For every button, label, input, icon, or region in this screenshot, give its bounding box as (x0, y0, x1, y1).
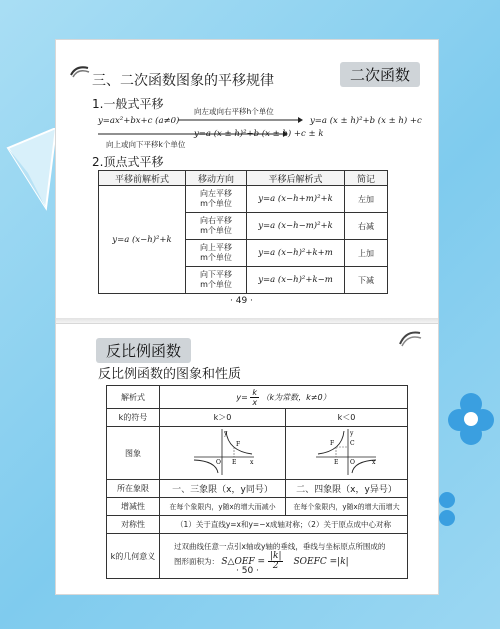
row-label: 图象 (107, 427, 160, 480)
section-title: 三、二次函数图象的平移规律 (92, 73, 274, 89)
area-rectangle: SOEFC =|k| (293, 557, 349, 567)
after-expression: y=a (x−h)²+k+m (247, 240, 345, 267)
page-number: · 49 · (230, 296, 253, 306)
after-expression: y=a (x−h+m)²+k (247, 186, 345, 213)
geometry-text: 过双曲线任意一点引x轴或y轴的垂线，垂线与坐标原点所围成的 (174, 542, 386, 551)
shifted-expression: y=a (x ± h)²+b (x ± h) +c (310, 116, 422, 126)
point-e-label: E (231, 459, 236, 466)
fraction-numerator: k (252, 387, 257, 397)
direction-cell (186, 213, 247, 240)
row-label: 解析式 (107, 386, 160, 409)
chapter-tag: 反比例函数 (96, 338, 191, 363)
header-before: 平移前解析式 (99, 171, 186, 186)
direction-line1: 向上平移 (200, 243, 232, 252)
header-after: 平移后解析式 (247, 171, 345, 186)
area-denominator: 2 (272, 561, 279, 571)
direction-line1: 向左平移 (200, 189, 232, 198)
flower-icon (446, 390, 496, 450)
vertex-shift-table (98, 170, 388, 294)
quadrant-negative: 二、四象限（x，y异号） (286, 480, 408, 498)
page-number: · 50 · (236, 566, 259, 576)
note-cell: 右减 (345, 213, 388, 240)
quadrant-positive: 一、三象限（x，y同号） (160, 480, 286, 498)
direction-line1: 向下平移 (200, 270, 232, 279)
formula-cell (160, 386, 408, 409)
row-label: 所在象限 (107, 480, 160, 498)
axis-x-label: x (249, 459, 253, 466)
area-triangle-prefix: S△OEF = (221, 557, 266, 567)
page-heading: 反比例函数的图象和性质 (98, 367, 242, 382)
subheading-general: 1.一般式平移 (92, 97, 164, 111)
k-positive: k＞0 (160, 409, 286, 427)
hyperbola-negative-graph (312, 427, 382, 477)
subheading-vertex: 2.顶点式平移 (92, 155, 164, 169)
monotonicity-negative: 在每个象限内，y随x的增大而增大 (286, 498, 408, 516)
pen-icon (70, 64, 90, 78)
area-fraction (268, 552, 284, 571)
general-expression: y=ax²+bx+c (a≠0) (98, 116, 180, 126)
symmetry-text: （1）关于直线y=x和y=−x成轴对称；（2）关于原点成中心对称 (160, 516, 408, 534)
axis-x-label: x (371, 459, 375, 466)
direction-cell (186, 240, 247, 267)
shifted-expression-final: y=a (x ± h)²+b (x ± h) +c ± k (194, 129, 324, 139)
row-label: 增减性 (107, 498, 160, 516)
point-f-label: F (329, 440, 334, 447)
point-e-label: E (333, 459, 338, 466)
header-note: 简记 (345, 171, 388, 186)
formula-fraction (250, 388, 259, 407)
origin-label: O (215, 459, 221, 466)
direction-line2: m个单位 (200, 280, 232, 289)
point-f-label: F (235, 441, 240, 448)
formula-suffix: （k为常数，k≠0） (261, 392, 331, 402)
shift-horizontal-label: 向左或向右平移h个单位 (194, 107, 274, 116)
direction-line1: 向右平移 (200, 216, 232, 225)
note-cell: 下减 (345, 267, 388, 294)
row-label: k的几何意义 (107, 534, 160, 579)
after-expression: y=a (x−h)²+k−m (247, 267, 345, 294)
graph-positive-cell (160, 427, 286, 480)
original-expression: y=a (x−h)²+k (99, 186, 186, 294)
hyperbola-positive-graph (188, 427, 258, 477)
graph-negative-cell (286, 427, 408, 480)
geometry-cell (160, 534, 408, 579)
axis-y-label: y (349, 430, 353, 437)
direction-cell (186, 267, 247, 294)
fraction-denominator: x (252, 397, 258, 407)
area-numerator: |k| (269, 551, 282, 561)
shift-vertical-label: 向上或向下平移k个单位 (106, 140, 186, 149)
direction-cell (186, 186, 247, 213)
geometry-text-2: 图形面积为： (174, 557, 219, 566)
pen-icon (398, 328, 422, 348)
chapter-tag: 二次函数 (340, 62, 420, 87)
note-cell: 上加 (345, 240, 388, 267)
point-c-label: C (349, 440, 355, 447)
monotonicity-positive: 在每个象限内，y随x的增大而减小 (160, 498, 286, 516)
after-expression: y=a (x−h−m)²+k (247, 213, 345, 240)
origin-label: O (349, 459, 355, 466)
note-cell: 左加 (345, 186, 388, 213)
row-label: k的符号 (107, 409, 160, 427)
direction-line2: m个单位 (200, 253, 232, 262)
formula-prefix: y= (236, 392, 248, 402)
k-negative: k＜0 (286, 409, 408, 427)
direction-line2: m个单位 (200, 226, 232, 235)
inverse-function-table (106, 385, 408, 579)
direction-line2: m个单位 (200, 199, 232, 208)
header-direction: 移动方向 (186, 171, 247, 186)
axis-y-label: y (223, 430, 227, 437)
row-label: 对称性 (107, 516, 160, 534)
